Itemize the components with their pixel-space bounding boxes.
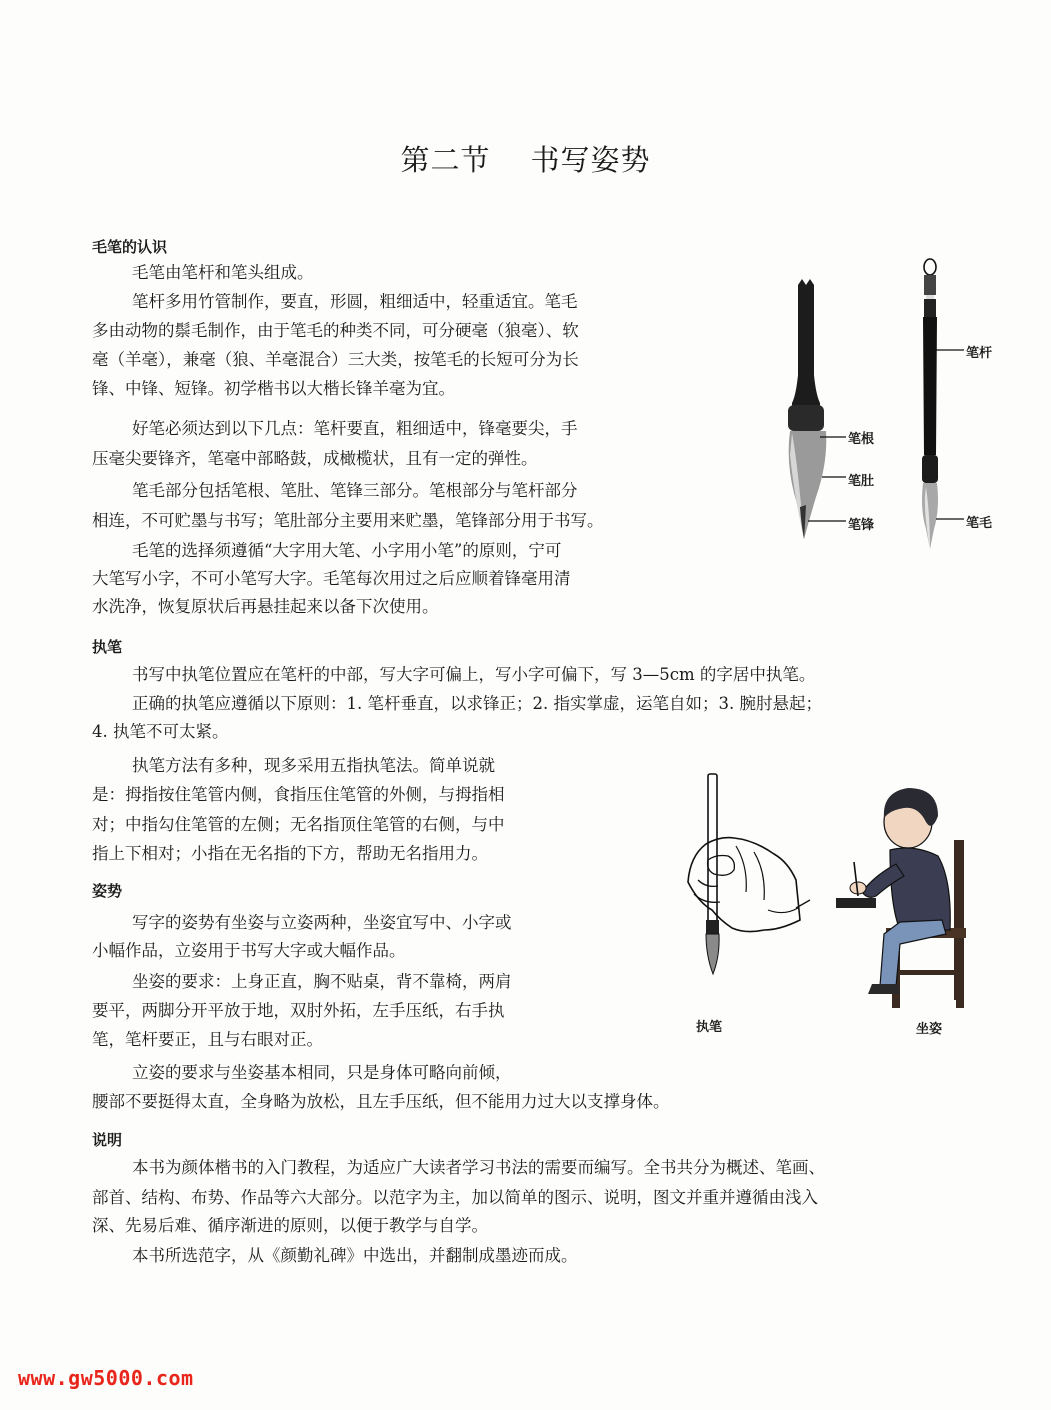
brush-illustration bbox=[770, 255, 1040, 555]
paragraph-line: 好笔必须达到以下几点：笔杆要直，粗细适中，锋毫要尖，手 bbox=[132, 419, 578, 438]
paragraph-line: 写字的姿势有坐姿与立姿两种，坐姿宜写中、小字或 bbox=[132, 913, 512, 932]
paragraph-line: 要平，两脚分开平放于地，双肘外拓，左手压纸，右手执 bbox=[92, 1001, 505, 1020]
paragraph-line: 相连，不可贮墨与书写；笔肚部分主要用来贮墨，笔锋部分用于书写。 bbox=[92, 511, 604, 530]
paragraph-line: 对；中指勾住笔管的左侧；无名指顶住笔管的右侧，与中 bbox=[92, 815, 505, 834]
paragraph-line: 水洗净，恢复原状后再悬挂起来以备下次使用。 bbox=[92, 597, 439, 616]
paragraph-line: 书写中执笔位置应在笔杆的中部，写大字可偏上，写小字可偏下，写 3—5cm 的字居中执笔。 bbox=[132, 665, 816, 684]
label-bimao: 笔毛 bbox=[966, 516, 993, 531]
paragraph-line: 本书为颜体楷书的入门教程，为适应广大读者学习书法的需要而编写。全书共分为概述、笔画、 bbox=[132, 1158, 825, 1177]
paragraph-line: 立姿的要求与坐姿基本相同，只是身体可略向前倾， bbox=[132, 1063, 512, 1082]
paragraph-line: 大笔写小字，不可小笔写大字。毛笔每次用过之后应顺着锋毫用清 bbox=[92, 569, 571, 588]
section-number: 第二节 bbox=[400, 143, 491, 177]
paragraph-line: 腰部不要挺得太直，全身略为放松，且左手压纸，但不能用力过大以支撑身体。 bbox=[92, 1092, 670, 1111]
heading-hold: 执笔 bbox=[92, 638, 123, 656]
paragraph-line: 坐姿的要求：上身正直，胸不贴桌，背不靠椅，两肩 bbox=[132, 972, 512, 991]
label-bifeng: 笔锋 bbox=[848, 518, 875, 533]
seated-posture-illustration bbox=[834, 780, 1004, 1015]
paragraph-line: 锋、中锋、短锋。初学楷书以大楷长锋羊毫为宜。 bbox=[92, 379, 455, 398]
label-bidu: 笔肚 bbox=[848, 474, 875, 489]
paragraph-line: 部首、结构、布势、作品等六大部分。以范字为主，加以简单的图示、说明，图文并重并遵循由浅入 bbox=[92, 1188, 818, 1207]
page-title bbox=[0, 138, 1051, 179]
paragraph-line: 毛笔由笔杆和笔头组成。 bbox=[132, 263, 314, 282]
paragraph-line: 笔毛部分包括笔根、笔肚、笔锋三部分。笔根部分与笔杆部分 bbox=[132, 481, 578, 500]
paragraph-line: 本书所选范字，从《颜勤礼碑》中选出，并翻制成墨迹而成。 bbox=[132, 1246, 578, 1265]
caption-hold: 执笔 bbox=[696, 1020, 723, 1035]
paragraph-line: 多由动物的鬃毛制作，由于笔毛的种类不同，可分硬毫（狼毫）、软 bbox=[92, 321, 579, 340]
paragraph-line: 指上下相对；小指在无名指的下方，帮助无名指用力。 bbox=[92, 844, 488, 863]
watermark-url: www.gw5000.com bbox=[18, 1366, 194, 1390]
paragraph-line: 4. 执笔不可太紧。 bbox=[92, 722, 229, 741]
heading-posture: 姿势 bbox=[92, 882, 123, 900]
paragraph-line: 压毫尖要锋齐，笔毫中部略鼓，成橄榄状，且有一定的弹性。 bbox=[92, 449, 538, 468]
heading-brush: 毛笔的认识 bbox=[92, 238, 168, 256]
paragraph-line: 是：拇指按住笔管内侧，食指压住笔管的外侧，与拇指相 bbox=[92, 785, 505, 804]
label-bigen: 笔根 bbox=[848, 432, 875, 447]
paragraph-line: 正确的执笔应遵循以下原则：1. 笔杆垂直，以求锋正；2. 指实掌虚，运笔自如；3. 腕肘悬起； bbox=[132, 694, 822, 713]
paragraph-line: 毫（羊毫），兼毫（狼、羊毫混合）三大类，按笔毛的长短可分为长 bbox=[92, 350, 579, 369]
label-bigan: 笔杆 bbox=[966, 346, 993, 361]
hand-holding-brush-illustration bbox=[680, 770, 810, 990]
paragraph-line: 毛笔的选择须遵循“大字用大笔、小字用小笔”的原则，宁可 bbox=[132, 541, 562, 560]
caption-sit: 坐姿 bbox=[916, 1022, 943, 1037]
section-title: 书写姿势 bbox=[530, 143, 651, 177]
heading-note: 说明 bbox=[92, 1131, 123, 1149]
paragraph-line: 笔，笔杆要正，且与右眼对正。 bbox=[92, 1030, 323, 1049]
paragraph-line: 笔杆多用竹管制作，要直，形圆，粗细适中，轻重适宜。笔毛 bbox=[132, 292, 578, 311]
paragraph-line: 执笔方法有多种，现多采用五指执笔法。简单说就 bbox=[132, 756, 495, 775]
paragraph-line: 深、先易后难、循序渐进的原则，以便于教学与自学。 bbox=[92, 1216, 488, 1235]
paragraph-line: 小幅作品，立姿用于书写大字或大幅作品。 bbox=[92, 941, 406, 960]
